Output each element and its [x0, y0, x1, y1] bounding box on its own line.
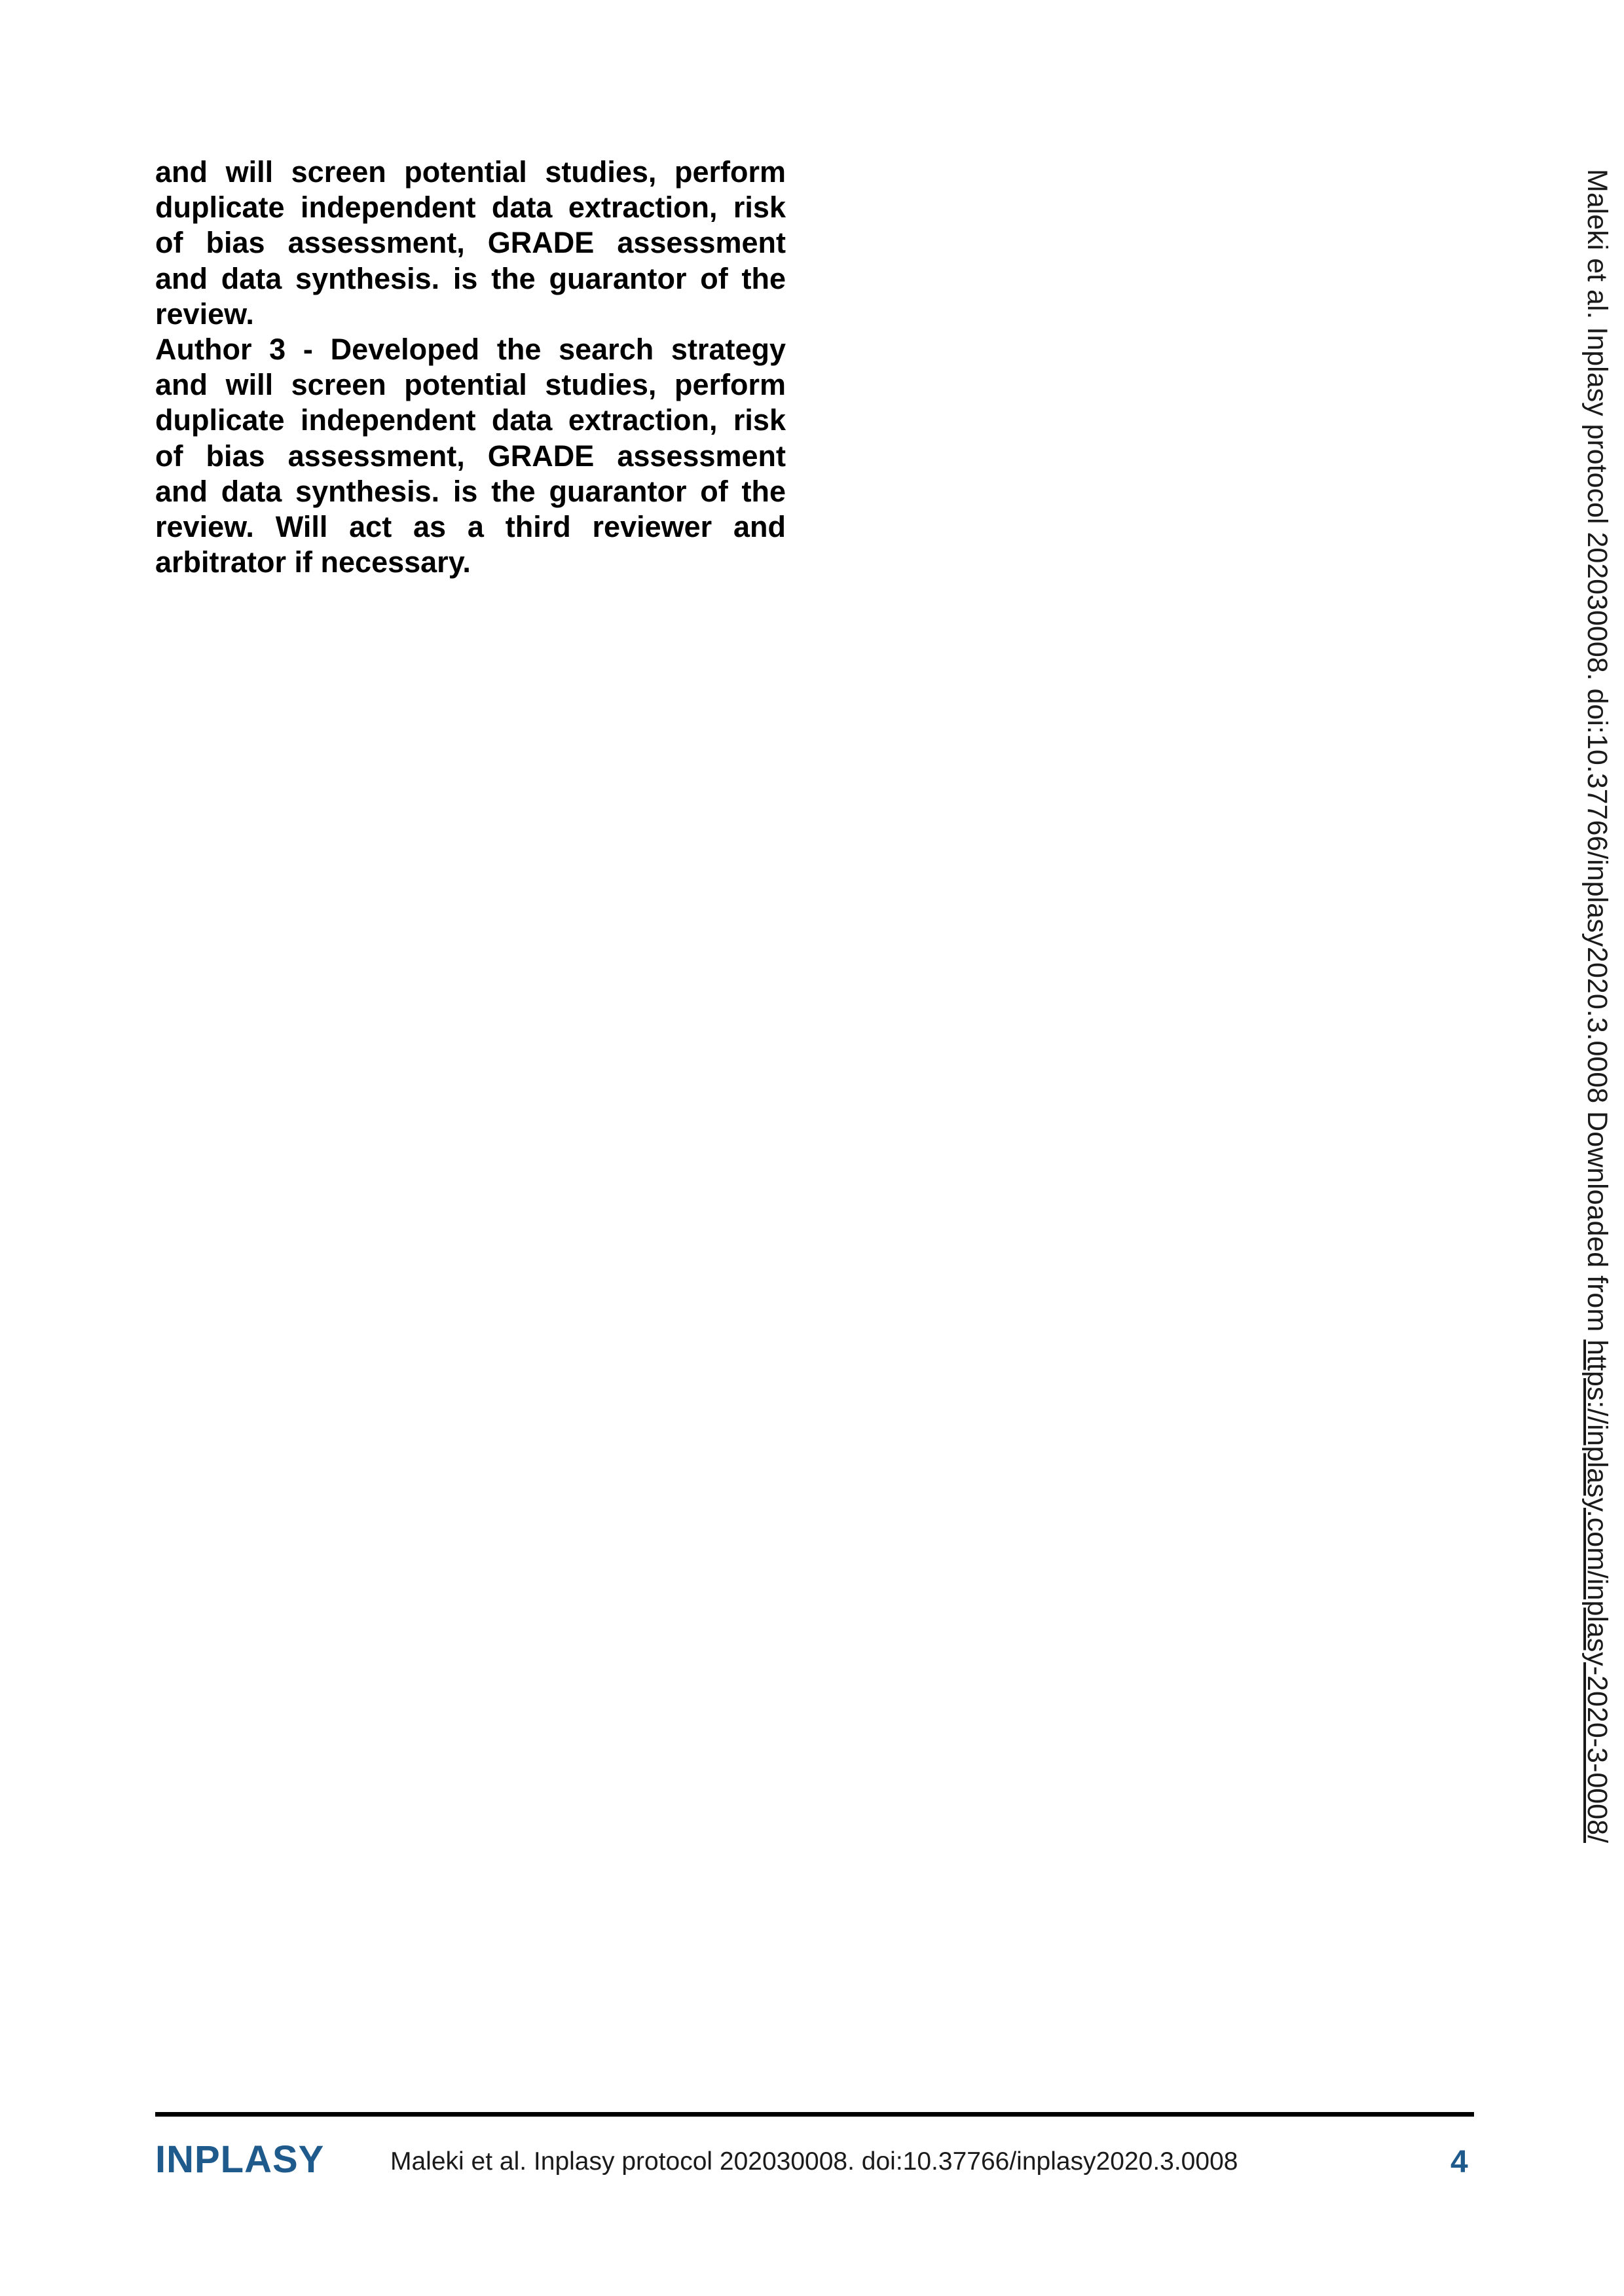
footer-citation: Maleki et al. Inplasy protocol 202030008. doi:10.37766/inplasy2020.3.0008	[390, 2147, 1238, 2176]
side-note-link[interactable]: https://inplasy.com/inplasy-2020-3-0008/	[1581, 1339, 1613, 1843]
paragraph-author-3: Author 3 - Developed the search strategy and will screen potential studies, perform duplicate independent data extraction, risk of bias assessment, GRADE assessment and data synthesis. is the guarantor of the review. Will act as a third reviewer and arbitrator if necessary.	[155, 333, 786, 579]
footer-divider	[155, 2112, 1474, 2117]
footer-brand-logo: INPLASY	[155, 2138, 325, 2181]
page-number: 4	[1450, 2145, 1468, 2179]
paragraph-author-2-continued: and will screen potential studies, perform duplicate independent data extraction, risk of bias assessment, GRADE assessment and data synthesis. is the guarantor of the review.	[155, 155, 786, 331]
side-download-note	[1583, 169, 1611, 1843]
side-note-text: Maleki et al. Inplasy protocol 202030008. doi:10.37766/inplasy2020.3.0008 Downloaded from	[1581, 169, 1613, 1340]
body-text-column	[155, 155, 786, 580]
